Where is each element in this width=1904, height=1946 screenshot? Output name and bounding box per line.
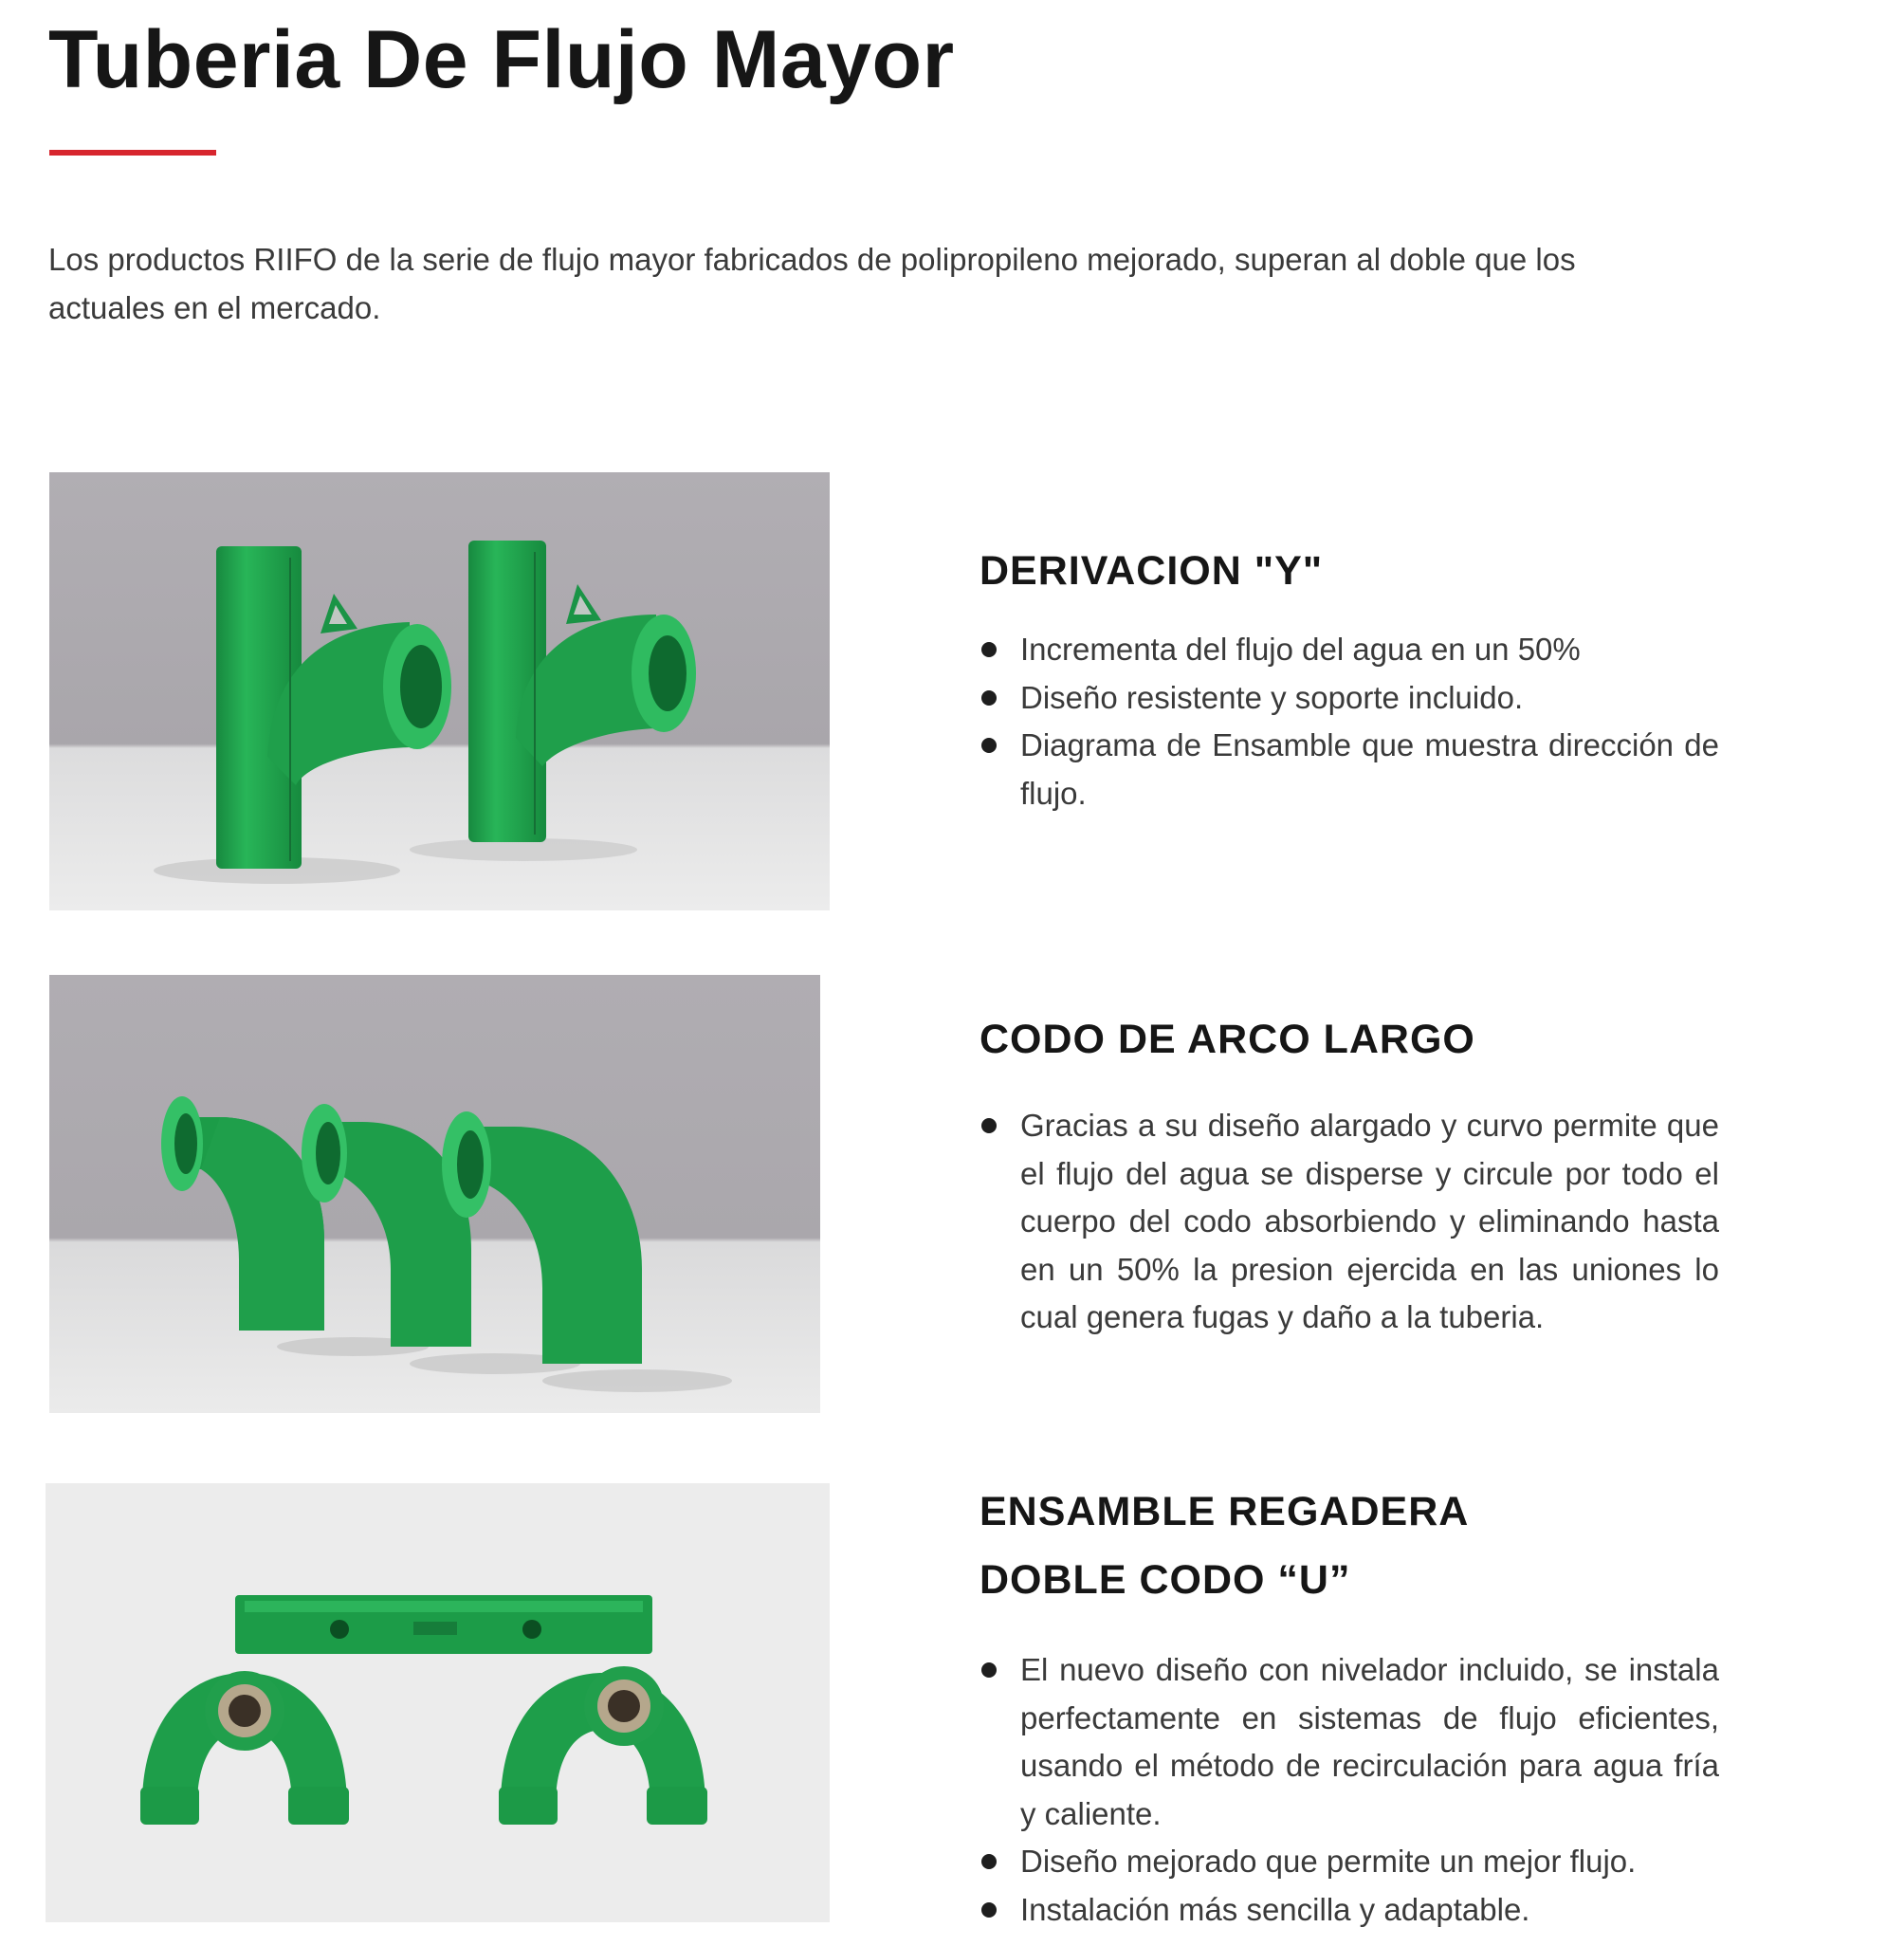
product-image-long-arc-elbow bbox=[49, 975, 820, 1413]
title-accent-rule bbox=[49, 150, 216, 156]
bullet-list-y-branch bbox=[979, 626, 1719, 817]
product-title-line: ENSAMBLE REGADERA bbox=[979, 1489, 1470, 1534]
y-branch-fittings-icon bbox=[49, 472, 830, 910]
product-title-line: CODO DE ARCO LARGO bbox=[979, 1017, 1475, 1062]
bullet-item: Gracias a su diseño alargado y curvo permite que el flujo del agua se disperse y circule por todo el cuerpo del codo absorbiendo y eliminando hasta en un 50% la presion ejercida en las uniones lo cual genera fugas y daño a la tuberia. bbox=[979, 1102, 1719, 1342]
intro-paragraph: Los productos RIIFO de la serie de flujo mayor fabricados de polipropileno mejorado, superan al doble que los actuales en el mercado. bbox=[48, 242, 1576, 325]
bullet-item: El nuevo diseño con nivelador incluido, se instala perfectamente en sistemas de flujo eficientes, usando el método de recirculación para agua fría y caliente. bbox=[979, 1646, 1719, 1838]
page-title: Tuberia De Flujo Mayor bbox=[48, 14, 955, 105]
product-title-shower-assembly bbox=[979, 1478, 1719, 1614]
product-image-shower-assembly bbox=[46, 1483, 830, 1922]
bullet-item: Diseño mejorado que permite un mejor flujo. bbox=[979, 1838, 1719, 1886]
bullet-item: Diagrama de Ensamble que muestra dirección de flujo. bbox=[979, 722, 1719, 817]
bullet-item: Instalación más sencilla y adaptable. bbox=[979, 1886, 1719, 1935]
product-info-shower-assembly bbox=[979, 1478, 1719, 1934]
product-info-long-arc-elbow bbox=[979, 1005, 1719, 1342]
product-title-line: DERIVACION "Y" bbox=[979, 548, 1324, 594]
bullet-list-long-arc-elbow bbox=[979, 1102, 1719, 1342]
product-info-y-branch bbox=[979, 537, 1719, 817]
long-arc-elbow-icon bbox=[49, 975, 820, 1413]
shower-u-elbow-assembly-icon bbox=[46, 1483, 830, 1922]
bullet-item: Incrementa del flujo del agua en un 50% bbox=[979, 626, 1719, 674]
bullet-item: Diseño resistente y soporte incluido. bbox=[979, 674, 1719, 723]
product-title-long-arc-elbow bbox=[979, 1005, 1719, 1074]
product-title-y-branch bbox=[979, 537, 1719, 605]
product-title-line: DOBLE CODO “U” bbox=[979, 1557, 1351, 1603]
product-image-y-branch bbox=[49, 472, 830, 910]
bullet-list-shower-assembly bbox=[979, 1646, 1719, 1934]
